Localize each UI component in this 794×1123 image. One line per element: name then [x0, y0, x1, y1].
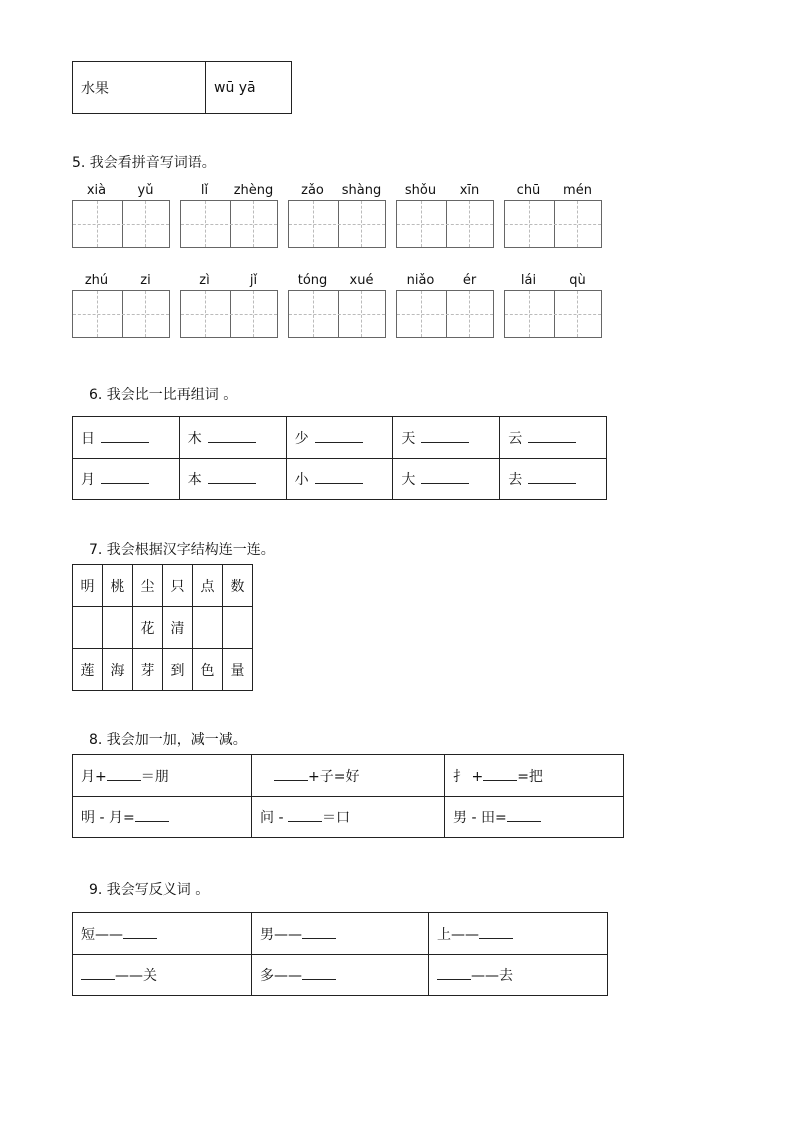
q9-r2c3 — [429, 955, 608, 996]
q8-r2c2 — [252, 797, 445, 838]
answer-blank[interactable] — [483, 768, 517, 781]
q6-char: 去 — [508, 472, 523, 488]
q9-r1c1 — [73, 913, 252, 955]
guide-line — [145, 201, 146, 247]
q7-char-cell[interactable]: 色 — [193, 649, 223, 691]
q8-r2c3-pre: 男 - 田= — [453, 810, 507, 826]
guide-line — [469, 201, 470, 247]
guide-line — [577, 201, 578, 247]
q7-char-cell[interactable] — [223, 607, 253, 649]
answer-blank[interactable] — [479, 926, 513, 939]
pinyin-label: jǐ — [249, 273, 258, 288]
q9-r1c3 — [429, 913, 608, 955]
q6-char: 日 — [81, 430, 95, 447]
guide-line — [469, 291, 470, 337]
q7-char-cell[interactable]: 量 — [223, 649, 253, 691]
answer-blank[interactable] — [421, 430, 469, 443]
writing-grid[interactable] — [396, 200, 494, 248]
q8-r1c1 — [73, 755, 252, 797]
cell-shuiguo: 水果 — [73, 62, 206, 114]
q6-char: 云 — [508, 430, 523, 447]
answer-blank[interactable] — [101, 471, 149, 484]
pinyin-label: mén — [563, 183, 592, 198]
q6-cell — [500, 459, 607, 500]
q7-char-cell[interactable] — [103, 607, 133, 649]
q8-title: 8. 我会加一加，减一减。 — [89, 732, 247, 748]
answer-blank[interactable] — [315, 471, 363, 484]
q7-char-cell[interactable]: 数 — [223, 565, 253, 607]
pinyin-label: lái — [520, 273, 537, 288]
q7-char-cell[interactable] — [193, 607, 223, 649]
q6-cell — [393, 417, 500, 459]
guide-line — [73, 314, 169, 315]
q7-char-cell[interactable]: 海 — [103, 649, 133, 691]
q9-r1c1-text: 短—— — [81, 926, 123, 943]
writing-grid[interactable] — [72, 200, 170, 248]
guide-line — [205, 201, 206, 247]
writing-grid[interactable] — [288, 200, 386, 248]
q6-char: 月 — [81, 472, 95, 488]
q5-title: 5. 我会看拼音写词语。 — [72, 155, 216, 171]
answer-blank[interactable] — [208, 430, 256, 443]
pinyin-label: shàng — [341, 183, 382, 198]
q8-r1c1-pre: 月+ — [81, 768, 107, 785]
q8-r1c2 — [252, 755, 445, 797]
pinyin-label: zǎo — [301, 183, 324, 198]
q7-char-cell[interactable]: 点 — [193, 565, 223, 607]
q7-char-cell[interactable] — [73, 607, 103, 649]
answer-blank[interactable] — [208, 471, 256, 484]
q6-char: 天 — [401, 430, 416, 447]
answer-blank[interactable] — [135, 809, 169, 822]
pinyin-label: zhú — [84, 273, 109, 288]
q6-cell — [73, 417, 180, 459]
q8-r1c3-post: =把 — [517, 768, 543, 785]
q7-char-cell[interactable]: 只 — [163, 565, 193, 607]
q9-r1c2 — [252, 913, 429, 955]
q9-r2c2 — [252, 955, 429, 996]
q8-r1c1-post: ＝朋 — [140, 768, 169, 785]
q9-r1c2-text: 男—— — [260, 926, 302, 943]
cell-wuya: wū yā — [206, 62, 292, 114]
q6-char: 大 — [401, 472, 416, 488]
answer-blank[interactable] — [288, 809, 322, 822]
guide-line — [97, 291, 98, 337]
q9-r1c3-text: 上—— — [437, 926, 479, 943]
pinyin-label: yǔ — [137, 183, 154, 198]
q8-r2c3 — [445, 797, 624, 838]
guide-line — [181, 314, 277, 315]
q7-char-cell[interactable]: 芽 — [133, 649, 163, 691]
guide-line — [577, 291, 578, 337]
answer-blank[interactable] — [528, 430, 576, 443]
answer-blank[interactable] — [507, 809, 541, 822]
guide-line — [505, 224, 601, 225]
guide-line — [253, 291, 254, 337]
fruit-crow-table — [72, 61, 292, 114]
pinyin-label: chū — [516, 183, 541, 198]
guide-line — [313, 291, 314, 337]
writing-grid[interactable] — [72, 290, 170, 338]
answer-blank[interactable] — [81, 967, 115, 980]
q6-cell — [179, 459, 286, 500]
guide-line — [289, 314, 385, 315]
answer-blank[interactable] — [302, 967, 336, 980]
writing-grid[interactable] — [180, 200, 278, 248]
q8-r1c3 — [445, 755, 624, 797]
q7-char-cell[interactable]: 尘 — [133, 565, 163, 607]
answer-blank[interactable] — [528, 471, 576, 484]
q8-add-subtract-table — [72, 754, 624, 838]
q8-r2c1-pre: 明 - 月= — [81, 810, 135, 826]
answer-blank[interactable] — [123, 926, 157, 939]
q9-r2c2-text: 多—— — [260, 968, 302, 984]
guide-line — [529, 291, 530, 337]
answer-blank[interactable] — [274, 768, 308, 781]
q8-r1c2-post: +子=好 — [308, 768, 360, 785]
guide-line — [505, 314, 601, 315]
guide-line — [73, 224, 169, 225]
guide-line — [397, 224, 493, 225]
q8-r1c3-pre: 扌 + — [453, 768, 484, 785]
q8-r2c1 — [73, 797, 252, 838]
pinyin-label: qù — [569, 273, 586, 288]
q6-char: 小 — [294, 472, 309, 488]
pinyin-label: xià — [86, 183, 107, 198]
pinyin-label: zì — [199, 273, 210, 288]
guide-line — [421, 201, 422, 247]
writing-grid[interactable] — [396, 290, 494, 338]
answer-blank[interactable] — [421, 471, 469, 484]
pinyin-label: zi — [140, 273, 151, 288]
q7-structure-table — [72, 564, 253, 691]
q6-cell — [393, 459, 500, 500]
q8-r2c2-pre: 问 - — [260, 810, 288, 826]
guide-line — [361, 201, 362, 247]
q6-compare-table — [72, 416, 607, 500]
answer-blank[interactable] — [302, 926, 336, 939]
q7-char-cell[interactable]: 清 — [163, 607, 193, 649]
q8-r2c2-post: ＝口 — [321, 810, 350, 826]
guide-line — [361, 291, 362, 337]
q6-cell — [286, 417, 393, 459]
pinyin-label: shǒu — [404, 183, 437, 198]
q6-cell — [286, 459, 393, 500]
q7-char-cell[interactable]: 花 — [133, 607, 163, 649]
guide-line — [289, 224, 385, 225]
writing-grid[interactable] — [504, 290, 602, 338]
guide-line — [97, 201, 98, 247]
q7-char-cell[interactable]: 莲 — [73, 649, 103, 691]
guide-line — [181, 224, 277, 225]
q9-r2c3-text: ——去 — [471, 968, 513, 984]
q9-title: 9. 我会写反义词 。 — [89, 882, 210, 898]
guide-line — [529, 201, 530, 247]
answer-blank[interactable] — [437, 967, 471, 980]
answer-blank[interactable] — [315, 430, 363, 443]
q7-char-cell[interactable]: 到 — [163, 649, 193, 691]
guide-line — [205, 291, 206, 337]
q9-antonym-table — [72, 912, 608, 996]
q6-cell — [73, 459, 180, 500]
writing-grid[interactable] — [288, 290, 386, 338]
writing-grid[interactable] — [180, 290, 278, 338]
guide-line — [145, 291, 146, 337]
pinyin-label: niǎo — [406, 273, 435, 288]
answer-blank[interactable] — [107, 768, 141, 781]
pinyin-label: ér — [462, 273, 477, 288]
q6-char: 本 — [187, 472, 202, 488]
q6-title: 6. 我会比一比再组词 。 — [89, 387, 238, 403]
guide-line — [421, 291, 422, 337]
pinyin-label: xīn — [459, 183, 480, 198]
pinyin-label: xué — [349, 273, 374, 288]
pinyin-label: tóng — [297, 273, 328, 288]
answer-blank[interactable] — [101, 430, 149, 443]
pinyin-label: zhèng — [233, 183, 274, 198]
q7-title: 7. 我会根据汉字结构连一连。 — [89, 542, 275, 558]
q7-char-cell[interactable]: 桃 — [103, 565, 133, 607]
writing-grid[interactable] — [504, 200, 602, 248]
q9-r2c1-text: ——关 — [115, 968, 157, 984]
pinyin-label: lǐ — [200, 183, 209, 198]
q6-cell — [179, 417, 286, 459]
q6-char: 少 — [294, 430, 309, 447]
q6-cell — [500, 417, 607, 459]
q9-r2c1 — [73, 955, 252, 996]
q7-char-cell[interactable]: 明 — [73, 565, 103, 607]
q6-char: 木 — [187, 430, 202, 447]
guide-line — [397, 314, 493, 315]
guide-line — [313, 201, 314, 247]
guide-line — [253, 201, 254, 247]
